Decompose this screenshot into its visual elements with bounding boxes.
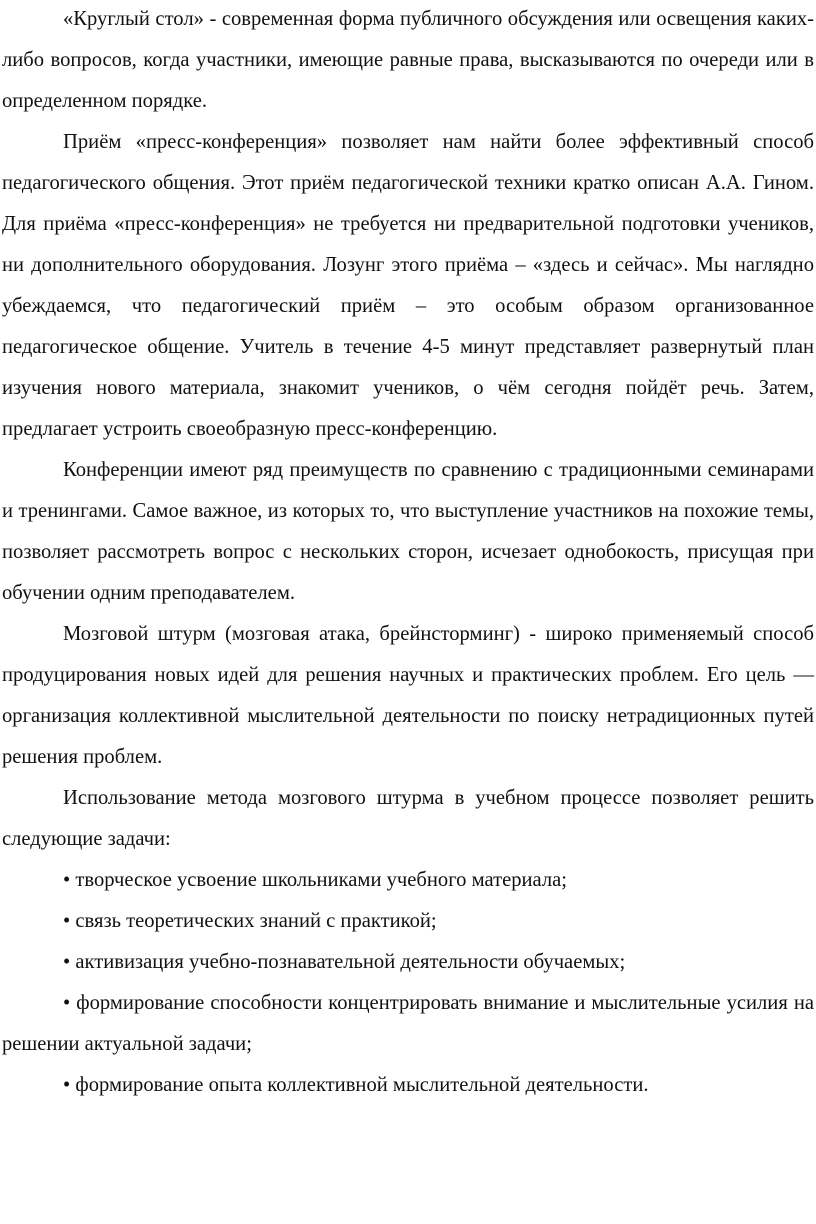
paragraph-conferences: Конференции имеют ряд преимуществ по сравнению с традиционными семинарами и тренингами. Самое важное, из которых то, что выступление участников на похожие темы, позволяет рассмотреть вопрос с нескольких сторон, исчезает однобокость, присущая при обучении одним преподавателем. — [2, 459, 814, 604]
paragraph-brainstorm: Мозговой штурм (мозговая атака, брейнсторминг) - широко применяемый способ продуцирования новых идей для решения научных и практических проблем. Его цель — организация коллективной мыслительной деятельности по поиску нетрадиционных путей решения проблем. — [2, 623, 814, 768]
bullet-icon: • — [63, 992, 71, 1014]
list-item-text: связь теоретических знаний с практикой; — [75, 910, 437, 932]
list-item — [2, 901, 814, 942]
list-item-text: формирование опыта коллективной мыслительной деятельности. — [75, 1074, 649, 1096]
list-item-text: активизация учебно-познавательной деятельности обучаемых; — [75, 951, 626, 973]
list-item — [2, 942, 814, 983]
bullet-icon: • — [63, 1074, 71, 1096]
paragraph-brainstorm-tasks: Использование метода мозгового штурма в учебном процессе позволяет решить следующие задачи: — [2, 787, 814, 850]
list-item — [2, 860, 814, 901]
bullet-icon: • — [63, 951, 71, 973]
paragraph-round-table: «Круглый стол» - современная форма публичного обсуждения или освещения каких-либо вопросов, когда участники, имеющие равные права, высказываются по очереди или в определенном порядке. — [2, 8, 814, 112]
task-list — [2, 860, 814, 1106]
list-item-text: формирование способности концентрировать внимание и мыслительные усилия на решении актуальной задачи; — [2, 992, 814, 1055]
bullet-icon: • — [63, 910, 71, 932]
bullet-icon: • — [63, 869, 71, 891]
paragraph-press-conference: Приём «пресс-конференция» позволяет нам найти более эффективный способ педагогического общения. Этот приём педагогической техники кратко описан А.А. Гином. Для приёма «пресс-конференция» не требуется ни предварительной подготовки учеников, ни дополнительного оборудования. Лозунг этого приёма – «здесь и сейчас». Мы наглядно убеждаемся, что педагогический приём – это особым образом организованное педагогическое общение. Учитель в течение 4-5 минут представляет развернутый план изучения нового материала, знакомит учеников, о чём сегодня пойдёт речь. Затем, предлагает устроить своеобразную пресс-конференцию. — [2, 131, 814, 440]
list-item — [2, 1065, 814, 1106]
list-item — [2, 983, 814, 1065]
list-item-text: творческое усвоение школьниками учебного материала; — [75, 869, 567, 891]
